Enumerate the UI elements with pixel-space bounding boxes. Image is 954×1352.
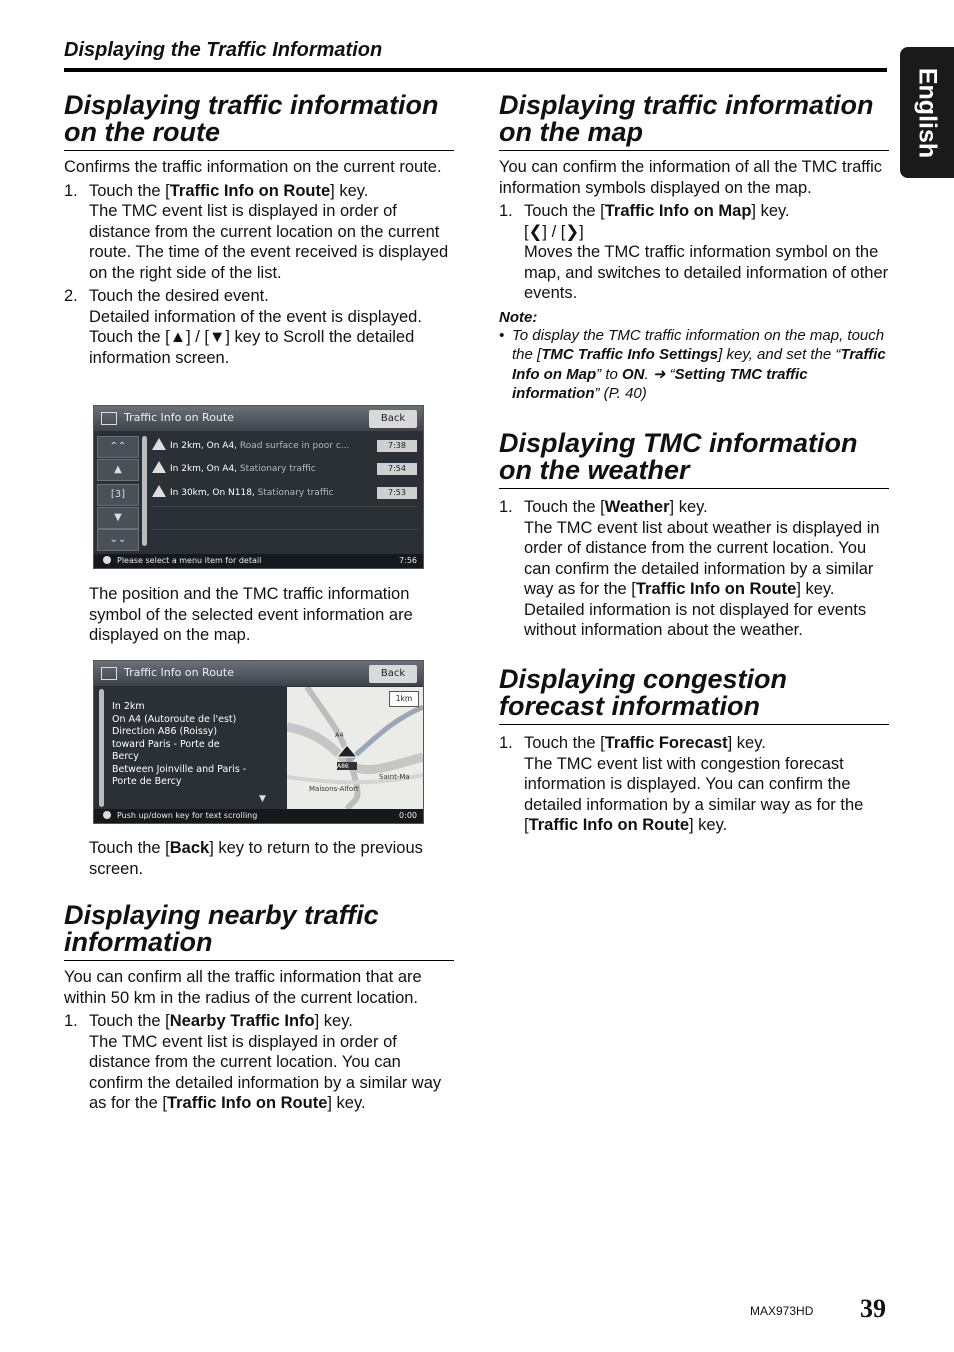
intro-text: You can confirm the information of all the TMC traffic information symbols displayed on the map. bbox=[499, 158, 883, 197]
map-road-label: A86 bbox=[337, 763, 349, 770]
caption-text: Touch the [Back] key to return to the previous screen. bbox=[89, 839, 423, 878]
down-arrow-icon: ▼ bbox=[209, 328, 226, 346]
list-item[interactable] bbox=[152, 529, 417, 550]
note-title: Note: bbox=[499, 308, 538, 326]
caption-text: The position and the TMC traffic information symbol of the selected event information are displayed on the map. bbox=[89, 585, 413, 644]
clock: 7:56 bbox=[399, 556, 417, 565]
key-label: Traffic Forecast bbox=[604, 734, 728, 752]
language-tab bbox=[900, 47, 954, 178]
key-label: Weather bbox=[604, 498, 670, 516]
page-indicator: [3] bbox=[97, 484, 139, 506]
list-item: 1. Touch the [Nearby Traffic Info] key. bbox=[64, 1012, 353, 1030]
map-scale[interactable]: 1km bbox=[389, 691, 419, 707]
page-number: 39 bbox=[860, 1294, 886, 1323]
section-nearby bbox=[64, 902, 454, 1114]
step-body: The TMC event list is displayed in order of distance from the current location on the current route. The time of the event received is displayed on the right side of the list. bbox=[89, 202, 449, 282]
warning-icon bbox=[152, 438, 166, 450]
screen-titlebar: Traffic Info on Route Back bbox=[94, 406, 423, 431]
clock: 0:00 bbox=[399, 811, 417, 820]
section-map bbox=[499, 92, 889, 404]
key-label: Back bbox=[169, 839, 210, 857]
list-item[interactable]: In 2km, On A4, Road surface in poor c... 7:38 bbox=[152, 436, 417, 456]
language-tab-label: English bbox=[913, 67, 942, 158]
info-icon bbox=[103, 811, 111, 819]
list-item: 1. Touch the [Traffic Info on Route] key. bbox=[64, 181, 369, 200]
page-up-button[interactable]: ⌃⌃ bbox=[97, 436, 139, 458]
step-body: The TMC event list with congestion forecast information is displayed. You can confirm the detailed information by a similar way as for the [Traffic Info on Route] key. bbox=[524, 754, 864, 834]
step-body: The TMC event list about weather is displayed in order of distance from the current location. You can confirm the detailed information by a similar way as for the [Traffic Info on Route] key. Detailed information is not displayed for events without information about the weather. bbox=[524, 518, 880, 639]
section-title: Displaying traffic information on the route bbox=[64, 92, 454, 151]
model-number: MAX973HD bbox=[750, 1304, 814, 1318]
key-label: Traffic Info on Route bbox=[169, 181, 331, 200]
intro-text: Confirms the traffic information on the current route. bbox=[64, 158, 442, 176]
map-place-label: Saint-Ma bbox=[379, 773, 410, 781]
status-bar: Please select a menu item for detail 7:56 bbox=[94, 554, 423, 568]
list-item: 2. Touch the desired event. bbox=[64, 287, 269, 305]
section-title: Displaying congestion forecast information bbox=[499, 666, 889, 725]
key-label: Traffic Info on Route bbox=[528, 816, 690, 834]
scrollbar[interactable] bbox=[99, 689, 104, 807]
note-text: • To display the TMC traffic information on the map, touch the [TMC Traffic Info Settings] key, and set the “Traffic Info on Map” to ON. ➜ “Setting TMC traffic information” (P. 40) bbox=[499, 326, 886, 402]
list-item[interactable]: In 2km, On A4, Stationary traffic 7:54 bbox=[152, 459, 417, 479]
warning-icon bbox=[152, 485, 166, 497]
header-rule bbox=[64, 68, 887, 72]
map-view[interactable] bbox=[287, 687, 423, 809]
section-forecast bbox=[499, 666, 889, 836]
list-item: 1. Touch the [Traffic Info on Map] key. bbox=[499, 202, 790, 220]
screenshot-route-list bbox=[93, 405, 424, 569]
section-title: Displaying traffic information on the map bbox=[499, 92, 889, 151]
key-label: Nearby Traffic Info bbox=[169, 1012, 315, 1030]
step-body: Detailed information of the event is displayed. Touch the [▲] / [▼] key to Scroll the detailed information screen. bbox=[89, 307, 422, 367]
section-title: Displaying TMC information on the weather bbox=[499, 430, 889, 489]
map-road-label: A4 bbox=[335, 731, 344, 739]
scroll-up-button[interactable]: ▲ bbox=[97, 459, 139, 481]
event-detail: In 2km On A4 (Autoroute de l'est) Direction A86 (Roissy) toward Paris - Porte de Bercy Between Joinville and Paris - Porte de Bercy bbox=[112, 701, 247, 787]
page-down-button[interactable]: ⌄⌄ bbox=[97, 529, 139, 551]
key-label: Traffic Info on Route bbox=[166, 1094, 328, 1112]
screen-titlebar: Traffic Info on Route Back bbox=[94, 661, 423, 686]
section-title: Displaying nearby traffic information bbox=[64, 902, 454, 961]
running-title: Displaying the Traffic Information bbox=[64, 39, 383, 61]
section-weather bbox=[499, 430, 889, 641]
scroll-down-button[interactable]: ▼ bbox=[97, 507, 139, 529]
back-button[interactable]: Back bbox=[369, 665, 417, 683]
warning-icon bbox=[152, 461, 166, 473]
step-body: Moves the TMC traffic information symbol on the map, and switches to detailed information of other events. bbox=[524, 243, 889, 302]
status-bar: Push up/down key for text scrolling 0:00 bbox=[94, 809, 423, 823]
list-icon bbox=[101, 412, 117, 425]
map-place-label: Maisons-Alfort bbox=[309, 785, 359, 793]
key-label: Traffic Info on Map bbox=[604, 202, 752, 220]
list-icon bbox=[101, 667, 117, 680]
chevron-down-icon[interactable]: ▼ bbox=[259, 794, 266, 804]
key-label: Traffic Info on Route bbox=[635, 580, 797, 598]
section-route bbox=[64, 92, 454, 368]
screenshot-route-detail bbox=[93, 660, 424, 824]
intro-text: You can confirm all the traffic information that are within 50 km in the radius of the current location. bbox=[64, 968, 422, 1007]
list-item[interactable] bbox=[152, 506, 417, 527]
step-body: The TMC event list is displayed in order of distance from the current location. You can confirm the detailed information by a similar way as for the [Traffic Info on Route] key. bbox=[89, 1032, 442, 1112]
list-item: 1. Touch the [Traffic Forecast] key. bbox=[499, 734, 766, 752]
back-button[interactable]: Back bbox=[369, 410, 417, 428]
list-item: 1. Touch the [Weather] key. bbox=[499, 498, 708, 516]
list-item[interactable]: In 30km, On N118, Stationary traffic 7:53 bbox=[152, 483, 417, 503]
arrow-keys: [❮] / [❯] bbox=[524, 222, 584, 241]
up-arrow-icon: ▲ bbox=[169, 328, 187, 346]
scrollbar[interactable] bbox=[142, 436, 147, 546]
info-icon bbox=[103, 556, 111, 564]
